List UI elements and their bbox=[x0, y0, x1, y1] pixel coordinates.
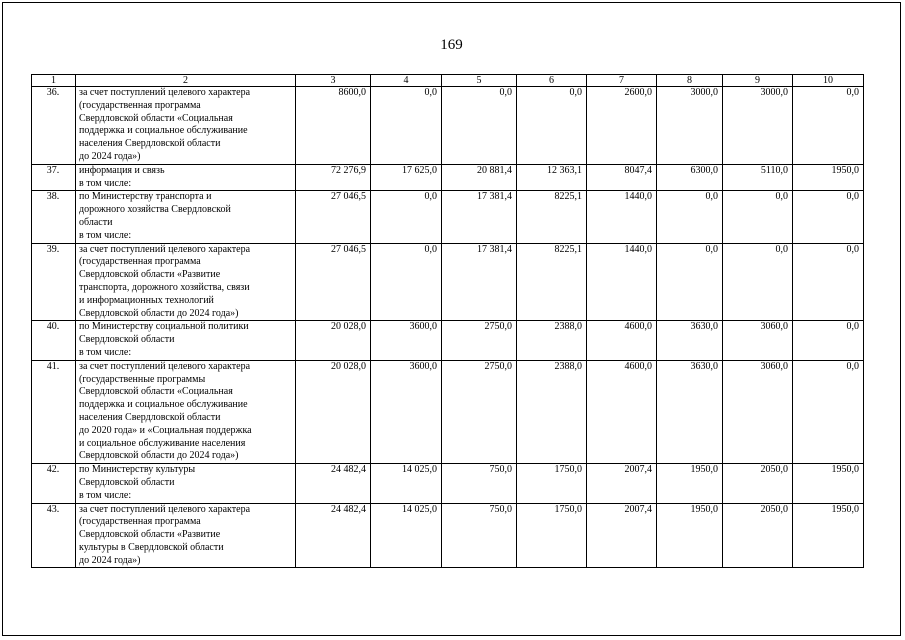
row-value: 3000,0 bbox=[657, 87, 723, 165]
row-value: 17 381,4 bbox=[442, 243, 517, 321]
row-value: 0,0 bbox=[371, 243, 442, 321]
row-value: 20 028,0 bbox=[296, 321, 371, 360]
row-value: 2388,0 bbox=[517, 360, 587, 463]
header-row bbox=[32, 75, 864, 87]
row-number: 43. bbox=[32, 503, 76, 568]
row-value: 12 363,1 bbox=[517, 164, 587, 191]
row-value: 1950,0 bbox=[793, 503, 864, 568]
header-cell: 8 bbox=[657, 75, 723, 87]
row-value: 20 881,4 bbox=[442, 164, 517, 191]
row-value: 8047,4 bbox=[587, 164, 657, 191]
row-value: 1950,0 bbox=[657, 464, 723, 503]
row-value: 3000,0 bbox=[723, 87, 793, 165]
row-value: 2750,0 bbox=[442, 321, 517, 360]
row-value: 750,0 bbox=[442, 503, 517, 568]
row-value: 17 381,4 bbox=[442, 191, 517, 243]
row-value: 2388,0 bbox=[517, 321, 587, 360]
row-value: 27 046,5 bbox=[296, 243, 371, 321]
row-value: 0,0 bbox=[723, 243, 793, 321]
row-number: 42. bbox=[32, 464, 76, 503]
row-value: 3060,0 bbox=[723, 321, 793, 360]
row-description: по Министерству социальной политики Свердловской области в том числе: bbox=[76, 321, 296, 360]
row-value: 1750,0 bbox=[517, 464, 587, 503]
row-value: 0,0 bbox=[442, 87, 517, 165]
row-value: 2050,0 bbox=[723, 503, 793, 568]
row-value: 2007,4 bbox=[587, 503, 657, 568]
row-value: 8225,1 bbox=[517, 191, 587, 243]
row-value: 20 028,0 bbox=[296, 360, 371, 463]
row-value: 8600,0 bbox=[296, 87, 371, 165]
row-value: 14 025,0 bbox=[371, 503, 442, 568]
row-description: за счет поступлений целевого характера (государственные программы Свердловской области «Социальная поддержка и социальное обслуживание населения Свердловской области до 2020 года» и «Социальная поддержка и социальное обслуживание населения Свердловской области до 2024 года») bbox=[76, 360, 296, 463]
row-description: за счет поступлений целевого характера (государственная программа Свердловской области «Социальная поддержка и социальное обслуживание населения Свердловской области до 2024 года») bbox=[76, 87, 296, 165]
table-row bbox=[32, 464, 864, 503]
page-number: 169 bbox=[440, 37, 463, 53]
header-cell: 6 bbox=[517, 75, 587, 87]
row-value: 27 046,5 bbox=[296, 191, 371, 243]
row-value: 0,0 bbox=[517, 87, 587, 165]
row-value: 1440,0 bbox=[587, 243, 657, 321]
row-value: 3600,0 bbox=[371, 321, 442, 360]
row-value: 72 276,9 bbox=[296, 164, 371, 191]
table-row bbox=[32, 243, 864, 321]
row-value: 0,0 bbox=[371, 191, 442, 243]
row-value: 3630,0 bbox=[657, 321, 723, 360]
row-value: 17 625,0 bbox=[371, 164, 442, 191]
row-value: 0,0 bbox=[793, 87, 864, 165]
row-value: 3630,0 bbox=[657, 360, 723, 463]
row-value: 4600,0 bbox=[587, 360, 657, 463]
row-number: 36. bbox=[32, 87, 76, 165]
row-value: 2600,0 bbox=[587, 87, 657, 165]
row-value: 1950,0 bbox=[793, 164, 864, 191]
header-cell: 5 bbox=[442, 75, 517, 87]
header-cell: 10 bbox=[793, 75, 864, 87]
row-value: 0,0 bbox=[793, 321, 864, 360]
budget-table bbox=[31, 74, 864, 568]
header-cell: 9 bbox=[723, 75, 793, 87]
row-description: по Министерству транспорта и дорожного хозяйства Свердловской области в том числе: bbox=[76, 191, 296, 243]
row-value: 3600,0 bbox=[371, 360, 442, 463]
header-cell: 2 bbox=[76, 75, 296, 87]
header-cell: 4 bbox=[371, 75, 442, 87]
row-value: 0,0 bbox=[657, 191, 723, 243]
row-value: 24 482,4 bbox=[296, 503, 371, 568]
row-value: 6300,0 bbox=[657, 164, 723, 191]
row-number: 40. bbox=[32, 321, 76, 360]
row-value: 0,0 bbox=[723, 191, 793, 243]
row-value: 4600,0 bbox=[587, 321, 657, 360]
table-row bbox=[32, 503, 864, 568]
row-value: 1950,0 bbox=[793, 464, 864, 503]
row-description: информация и связь в том числе: bbox=[76, 164, 296, 191]
row-value: 2007,4 bbox=[587, 464, 657, 503]
header-cell: 1 bbox=[32, 75, 76, 87]
row-value: 24 482,4 bbox=[296, 464, 371, 503]
table-row bbox=[32, 164, 864, 191]
row-description: за счет поступлений целевого характера (государственная программа Свердловской области «Развитие транспорта, дорожного хозяйства, связи и информационных технологий Свердловской области до 2024 года») bbox=[76, 243, 296, 321]
row-value: 0,0 bbox=[371, 87, 442, 165]
row-value: 8225,1 bbox=[517, 243, 587, 321]
row-number: 39. bbox=[32, 243, 76, 321]
row-value: 0,0 bbox=[793, 191, 864, 243]
row-value: 2050,0 bbox=[723, 464, 793, 503]
row-value: 1950,0 bbox=[657, 503, 723, 568]
row-value: 5110,0 bbox=[723, 164, 793, 191]
table-row bbox=[32, 321, 864, 360]
row-value: 1440,0 bbox=[587, 191, 657, 243]
row-value: 2750,0 bbox=[442, 360, 517, 463]
row-value: 0,0 bbox=[793, 243, 864, 321]
header-cell: 7 bbox=[587, 75, 657, 87]
row-value: 1750,0 bbox=[517, 503, 587, 568]
table-row bbox=[32, 360, 864, 463]
row-value: 750,0 bbox=[442, 464, 517, 503]
row-value: 0,0 bbox=[793, 360, 864, 463]
table-row bbox=[32, 87, 864, 165]
row-number: 38. bbox=[32, 191, 76, 243]
row-description: по Министерству культуры Свердловской области в том числе: bbox=[76, 464, 296, 503]
row-description: за счет поступлений целевого характера (государственная программа Свердловской области «Развитие культуры в Свердловской области до 2024 года») bbox=[76, 503, 296, 568]
row-number: 37. bbox=[32, 164, 76, 191]
row-value: 14 025,0 bbox=[371, 464, 442, 503]
row-value: 3060,0 bbox=[723, 360, 793, 463]
row-value: 0,0 bbox=[657, 243, 723, 321]
table-row bbox=[32, 191, 864, 243]
row-number: 41. bbox=[32, 360, 76, 463]
header-cell: 3 bbox=[296, 75, 371, 87]
